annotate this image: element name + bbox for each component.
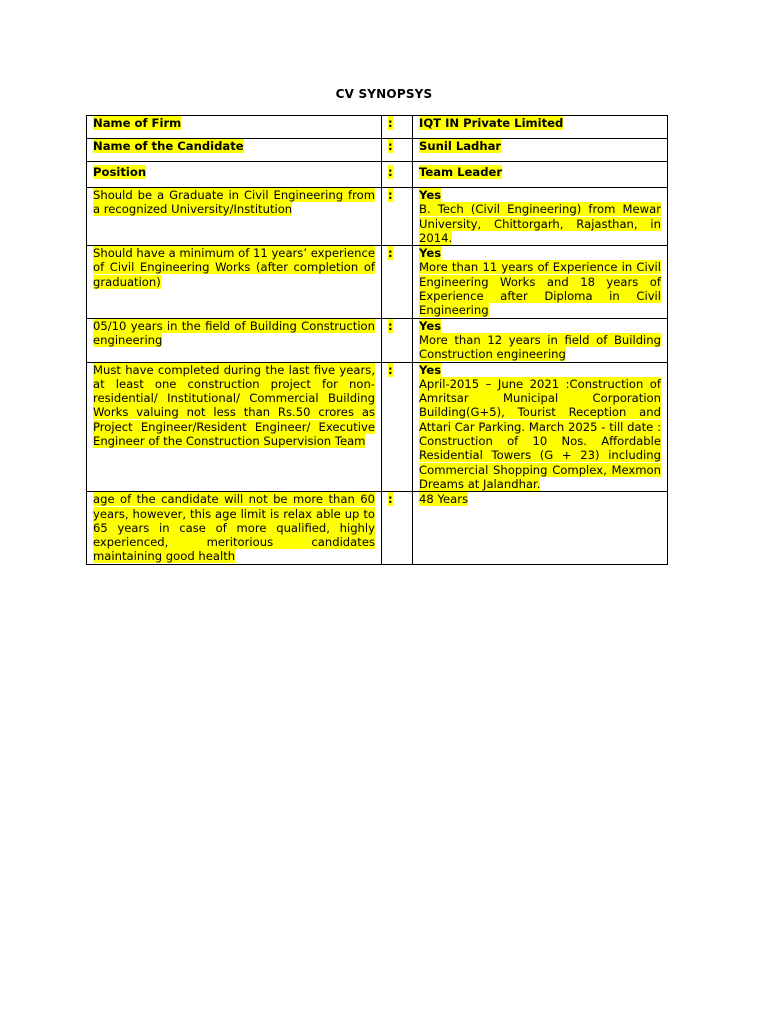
answer-yes: Yes — [419, 362, 442, 377]
label-cell — [87, 162, 382, 188]
label-cell — [87, 116, 382, 139]
row-label-age-requirement: age of the candidate will not be more than 60 years, however, this age limit is relax able up to 65 years in case of more qualified, highly experienced, meritorious candidates maintaining good health — [93, 492, 375, 564]
row-value-firm-name: IQT IN Private Limited — [419, 116, 564, 130]
row-label-graduate-requirement: Should be a Graduate in Civil Engineering from a recognized University/Institution — [93, 188, 375, 217]
colon-cell — [382, 116, 413, 139]
value-cell — [413, 162, 668, 188]
value-cell — [413, 362, 668, 492]
label-cell — [87, 139, 382, 162]
colon-cell — [382, 318, 413, 362]
answer-detail: April-2015 – June 2021 :Construction of Amritsar Municipal Corporation Building(G+5), Tourist Reception and Attari Car Parking. March 2025 - till date : Construction of 10 Nos. Affordable Residential Towers (G + 23) including Commercial Shopping Complex, Mexmon Dreams at Jalandhar. — [419, 376, 661, 491]
colon-separator: : — [388, 246, 393, 261]
row-value-position: Team Leader — [419, 165, 503, 179]
value-cell — [413, 188, 668, 246]
answer-detail: B. Tech (Civil Engineering) from Mewar University, Chittorgarh, Rajasthan, in 2014. — [419, 202, 661, 245]
row-value-age: 48 Years — [419, 492, 469, 507]
value-cell — [413, 116, 668, 139]
value-cell — [413, 318, 668, 362]
label-cell — [87, 188, 382, 246]
row-label-candidate-name: Name of the Candidate — [93, 139, 244, 153]
row-label-experience-requirement: Should have a minimum of 11 years’ experience of Civil Engineering Works (after completion of graduation) — [93, 246, 375, 289]
colon-cell — [382, 162, 413, 188]
page-title — [0, 87, 768, 101]
answer-detail: More than 11 years of Experience in Civil Engineering Works and 18 years of Experience after Diploma in Civil Engineering — [419, 260, 661, 318]
colon-separator: : — [388, 188, 393, 202]
answer-detail: More than 12 years in field of Building Construction engineering — [419, 332, 661, 362]
colon-cell — [382, 246, 413, 318]
table-row — [87, 492, 668, 564]
table-row — [87, 162, 668, 188]
colon-separator: : — [388, 116, 393, 130]
row-label-project-requirement: Must have completed during the last five years, at least one construction project for non-residential/ Institutional/ Commercial Building Works valuing not less than Rs.50 crores as Project Engineer/Resident Engineer/ Executive Engineer of the Construction Supervision Team — [93, 362, 375, 449]
colon-separator: : — [388, 492, 393, 507]
row-label-position: Position — [93, 165, 147, 179]
colon-cell — [382, 492, 413, 564]
cv-synopsis-table — [86, 115, 668, 565]
row-value-candidate-name: Sunil Ladhar — [419, 139, 502, 153]
page-title-text: CV SYNOPSYS — [335, 87, 433, 101]
answer-yes: Yes — [419, 246, 442, 261]
label-cell — [87, 362, 382, 492]
table-row — [87, 362, 668, 492]
row-label-building-construction: 05/10 years in the field of Building Construction engineering — [93, 318, 375, 347]
colon-cell — [382, 188, 413, 246]
label-cell — [87, 492, 382, 564]
answer-yes: Yes — [419, 318, 442, 333]
colon-separator: : — [388, 165, 393, 179]
colon-separator: : — [388, 318, 393, 333]
colon-separator: : — [388, 362, 393, 377]
row-label-name-of-firm: Name of Firm — [93, 116, 182, 130]
table-row — [87, 318, 668, 362]
value-cell — [413, 492, 668, 564]
table-row — [87, 246, 668, 318]
colon-cell — [382, 139, 413, 162]
label-cell — [87, 246, 382, 318]
colon-cell — [382, 362, 413, 492]
value-cell — [413, 139, 668, 162]
answer-yes: Yes — [419, 188, 442, 202]
label-cell — [87, 318, 382, 362]
table-row — [87, 139, 668, 162]
table-row — [87, 188, 668, 246]
colon-separator: : — [388, 139, 393, 153]
value-cell — [413, 246, 668, 318]
table-row — [87, 116, 668, 139]
